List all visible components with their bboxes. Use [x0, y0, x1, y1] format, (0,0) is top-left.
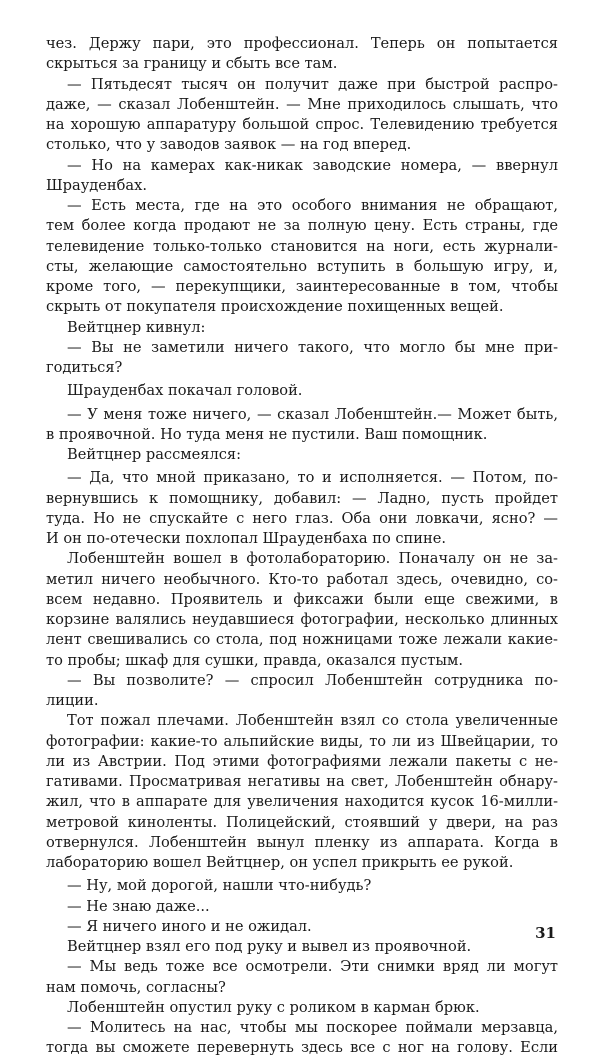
text-line: лент свешивались со стола, под ножницами тоже лежали какие-	[46, 631, 558, 649]
text-line: нам помочь, согласны?	[46, 978, 226, 996]
text-line: — Да, что мной приказано, то и исполняется. — Потом, по-	[67, 469, 558, 487]
page-number: 31	[535, 924, 556, 942]
text-line: тогда вы сможете перевернуть здесь все с ног на голову. Если	[46, 1039, 558, 1057]
text-line: скрыться за границу и сбыть все там.	[46, 55, 338, 73]
text-line: телевидение только-только становится на ноги, есть журнали-	[46, 237, 558, 255]
text-line: туда. Но не спускайте с него глаз. Оба они ловкачи, ясно? —	[46, 509, 558, 527]
text-line: гативами. Просматривая негативы на свет, Лобенштейн обнару-	[46, 773, 558, 790]
text-line: И он по-отечески похлопал Шрауденбаха по спине.	[46, 530, 447, 547]
text-line: — Молитесь на нас, чтобы мы поскорее поймали мерзавца,	[67, 1019, 558, 1036]
text-line: — Вы позволите? — спросил Лобенштейн сотрудника по-	[67, 671, 558, 689]
text-line: — У меня тоже ничего, — сказал Лобенштейн.— Может быть,	[67, 405, 558, 423]
text-line: метровой киноленты. Полицейский, стоявший у двери, на раз	[46, 813, 558, 831]
text-line: — Ну, мой дорогой, нашли что-нибудь?	[67, 877, 372, 895]
text-line: жил, что в аппарате для увеличения находится кусок 16-милли-	[46, 793, 558, 811]
text-line: на хорошую аппаратуру большой спрос. Телевидению требуется	[46, 116, 558, 133]
text-line: Вейтцнер рассмеялся:	[67, 446, 242, 463]
text-line: — Вы не заметили ничего такого, что могло бы мне при-	[67, 338, 558, 356]
text-line: — Мы ведь тоже все осмотрели. Эти снимки вряд ли могут	[67, 958, 558, 976]
text-line: фотографии: какие-то альпийские виды, то ли из Швейцарии, то	[46, 732, 558, 750]
text-line: — Но на камерах как-никак заводские номера, — ввернул	[67, 156, 558, 174]
text-line: годиться?	[46, 359, 123, 376]
text-line: корзине валялись неудавшиеся фотографии, несколько длинных	[46, 611, 558, 628]
text-line: даже, — сказал Лобенштейн. — Мне приходилось слышать, что	[46, 95, 558, 113]
text-line: — Есть места, где на это особого внимания не обращают,	[67, 197, 558, 214]
text-line: отвернулся. Лобенштейн вынул пленку из аппарата. Когда в	[46, 833, 558, 851]
text-line: тем более когда продают не за полную цену. Есть страны, где	[46, 217, 558, 235]
text-line: лиции.	[46, 692, 99, 709]
text-line: ли из Австрии. Под этими фотографиями лежали пакеты с не-	[46, 752, 558, 770]
text-line: метил ничего необычного. Кто-то работал здесь, очевидно, со-	[46, 570, 558, 588]
text-line: всем недавно. Проявитель и фиксажи были еще свежими, в	[46, 590, 558, 608]
text-line: столько, что у заводов заявок — на год вперед.	[46, 136, 412, 154]
text-line: лабораторию вошел Вейтцнер, он успел прикрыть ее рукой.	[46, 854, 514, 871]
text-line: сты, желающие самостоятельно вступить в большую игру, и,	[46, 257, 558, 275]
text-line: Лобенштейн вошел в фотолабораторию. Поначалу он не за-	[67, 550, 558, 568]
text-line: в проявочной. Но туда меня не пустили. Ваш помощник.	[46, 425, 488, 443]
text-line: — Не знаю даже...	[67, 897, 210, 915]
text-line: Шрауденбах.	[46, 176, 147, 194]
text-line: Вейтцнер кивнул:	[67, 318, 206, 336]
text-line: кроме того, — перекупщики, заинтересованные в том, чтобы	[46, 278, 558, 295]
text-line: Лобенштейн опустил руку с роликом в карман брюк.	[67, 998, 480, 1016]
text-line: вернувшись к помощнику, добавил: — Ладно, пусть пройдет	[46, 489, 558, 507]
text-line: Вейтцнер взял его под руку и вывел из проявочной.	[67, 938, 472, 955]
text-line: — Я ничего иного и не ожидал.	[67, 917, 312, 935]
text-line: скрыть от покупателя происхождение похищенных вещей.	[46, 298, 504, 316]
text-line: Шрауденбах покачал головой.	[67, 382, 303, 400]
page-body-text	[46, 34, 558, 1059]
text-line: Тот пожал плечами. Лобенштейн взял со стола увеличенные	[67, 712, 558, 730]
text-line: то пробы; шкаф для сушки, правда, оказался пустым.	[46, 651, 463, 669]
text-line: — Пятьдесят тысяч он получит даже при быстрой распро-	[67, 75, 558, 93]
text-line: чез. Держу пари, это профессионал. Теперь он попытается	[46, 35, 558, 52]
